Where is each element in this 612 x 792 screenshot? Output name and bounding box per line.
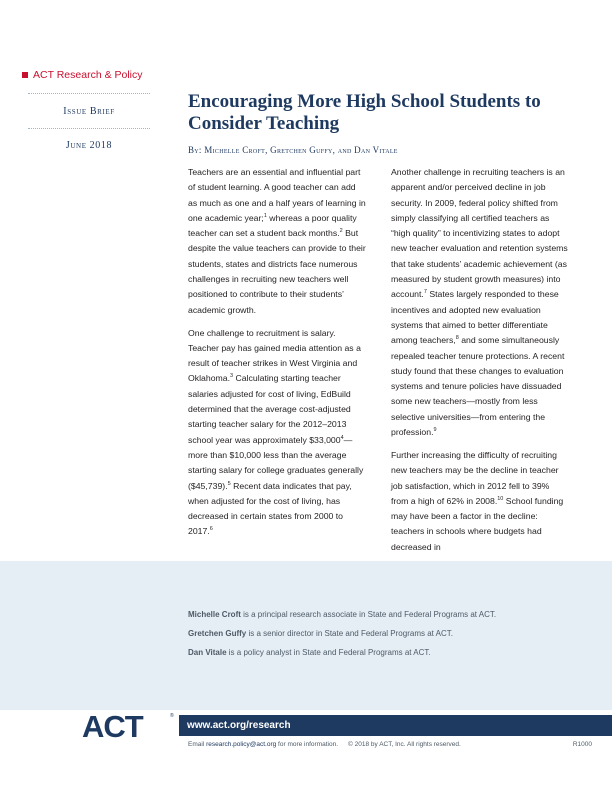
paragraph: Further increasing the difficulty of recruiting new teachers may be the decline in teacher job satisfaction, which in 2012 fell to 39% from a high of 62% in 2008.10 School funding may have been a factor in the decline: teachers in schools where budgets had decreased in (391, 449, 564, 552)
byline: By: Michelle Croft, Gretchen Guffy, and Dan Vitale (188, 145, 398, 155)
author-bio: Michelle Croft is a principal research associate in State and Federal Programs at ACT. (188, 610, 497, 619)
footer-email-text: Email research.policy@act.org for more information. (188, 741, 339, 748)
divider (28, 93, 150, 94)
right-column (391, 165, 569, 563)
email-link[interactable]: research.policy@act.org (206, 741, 277, 748)
svg-text:ACT: ACT (82, 709, 143, 740)
footer (188, 741, 592, 748)
author-bio: Gretchen Guffy is a senior director in State and Federal Programs at ACT. (188, 628, 453, 638)
sidebar (22, 68, 150, 151)
brand-label: ACT Research & Policy (33, 69, 143, 81)
paragraph: Another challenge in recruiting teachers is an apparent and/or perceived decline in job security. In 2009, federal policy shifted from simply classifying all certified teachers as “high quality” to incentivizing states to adopt new teacher evaluation and retention systems that take students’ academic achievement (as measured by student growth measures) into account.$^7$ States largely responded to these incentives and adopted new evaluation systems that aimed to better differentiate among teachers,$^8$ and some simultaneously repealed teacher tenure protections. A recent study found that these changes to evaluation systems and tenure policies have dissuaded some new teachers—mostly from less selective universities—from entering the profession.$^9$ (391, 167, 568, 438)
left-column (188, 165, 366, 547)
research-url-link[interactable]: www.act.org/research (187, 720, 291, 731)
divider (28, 128, 150, 129)
red-square-icon (22, 72, 28, 78)
page-title: Encouraging More High School Students to Consider Teaching (188, 91, 541, 134)
act-logo (82, 708, 178, 740)
author-bios (188, 610, 588, 666)
copyright: © 2018 by ACT, Inc. All rights reserved. (348, 741, 461, 748)
document-code: R1000 (572, 741, 592, 748)
url-bar[interactable] (179, 715, 612, 736)
author-bio: Dan Vitale is a policy analyst in State and Federal Programs at ACT. (188, 647, 431, 657)
paragraph: Teachers are an essential and influential part of student learning. A good teacher can add as much as one and a half years of learning in one academic year;$^1$ whereas a poor quality teacher can set a student back months.$^2$ But despite the value teachers can provide to their students, states and districts face numerous challenges in recruiting new teachers well positioned to contribute to their students’ academic growth. (188, 167, 366, 315)
svg-text:®: ® (170, 713, 174, 719)
brand-header (22, 68, 150, 82)
paragraph: One challenge to recruitment is salary. Teacher pay has gained media attention as a result of teacher strikes in West Virginia and Oklahoma.$^3$ Calculating starting teacher salaries adjusted for cost of living, EdBuild determined that the average cost-adjusted starting teacher salary for the 2012–2013 school year was approximately $33,000$^4$—more than $10,000 less than the average starting salary for college graduates generally ($45,739).$^5$ Recent data indicates that pay, when adjusted for the cost of living, has decreased in certain states from 2000 to 2017.$^6$ (188, 327, 364, 537)
date-label: June 2018 (65, 140, 113, 151)
doc-type-label: Issue Brief (63, 106, 115, 117)
